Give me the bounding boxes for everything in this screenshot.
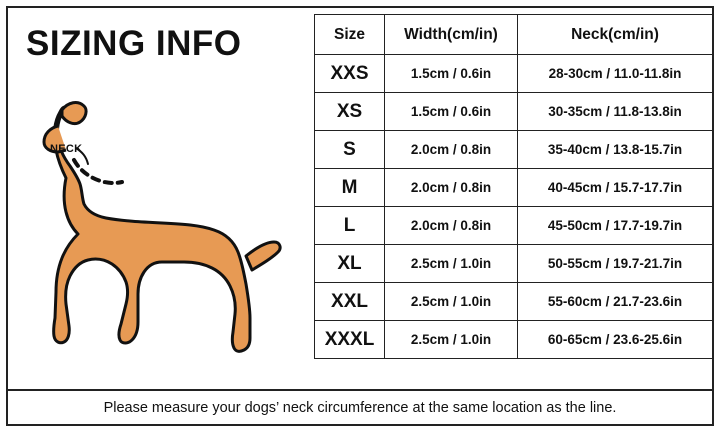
cell-width: 2.0cm / 0.8in: [385, 169, 518, 207]
cell-size: XXS: [315, 55, 385, 93]
page-title: SIZING INFO: [26, 24, 242, 63]
neck-label: NECK: [50, 143, 83, 155]
table-row: [315, 169, 713, 207]
table-row: [315, 93, 713, 131]
left-panel: [8, 8, 310, 389]
cell-size: M: [315, 169, 385, 207]
cell-size: XL: [315, 245, 385, 283]
cell-width: 2.5cm / 1.0in: [385, 283, 518, 321]
column-header-neck: Neck(cm/in): [518, 15, 713, 55]
cell-neck: 30-35cm / 11.8-13.8in: [518, 93, 713, 131]
cell-neck: 50-55cm / 19.7-21.7in: [518, 245, 713, 283]
table-header-row: [315, 15, 713, 55]
sizing-table: [314, 14, 713, 359]
cell-neck: 28-30cm / 11.0-11.8in: [518, 55, 713, 93]
cell-size: L: [315, 207, 385, 245]
column-header-width: Width(cm/in): [385, 15, 518, 55]
cell-width: 2.0cm / 0.8in: [385, 207, 518, 245]
column-header-size: Size: [315, 15, 385, 55]
cell-width: 2.5cm / 1.0in: [385, 321, 518, 359]
dog-ear-shape: [62, 103, 86, 124]
table-row: [315, 55, 713, 93]
cell-neck: 55-60cm / 21.7-23.6in: [518, 283, 713, 321]
cell-size: XXXL: [315, 321, 385, 359]
cell-neck: 35-40cm / 13.8-15.7in: [518, 131, 713, 169]
dog-side-view-illustration: [22, 86, 298, 366]
table-row: [315, 131, 713, 169]
dog-body-shape: [54, 107, 250, 351]
table-row: [315, 245, 713, 283]
content-frame: [6, 6, 714, 426]
cell-size: S: [315, 131, 385, 169]
footer-note: Please measure your dogs’ neck circumference at the same location as the line.: [103, 399, 617, 416]
cell-neck: 60-65cm / 23.6-25.6in: [518, 321, 713, 359]
table-row: [315, 321, 713, 359]
cell-neck: 40-45cm / 15.7-17.7in: [518, 169, 713, 207]
cell-neck: 45-50cm / 17.7-19.7in: [518, 207, 713, 245]
table-row: [315, 283, 713, 321]
table-row: [315, 207, 713, 245]
sizing-table-container: [314, 14, 712, 389]
cell-size: XXL: [315, 283, 385, 321]
cell-size: XS: [315, 93, 385, 131]
cell-width: 1.5cm / 0.6in: [385, 93, 518, 131]
cell-width: 2.0cm / 0.8in: [385, 131, 518, 169]
neck-measure-line: [74, 160, 122, 183]
cell-width: 2.5cm / 1.0in: [385, 245, 518, 283]
cell-width: 1.5cm / 0.6in: [385, 55, 518, 93]
dog-tail-shape: [246, 242, 280, 270]
